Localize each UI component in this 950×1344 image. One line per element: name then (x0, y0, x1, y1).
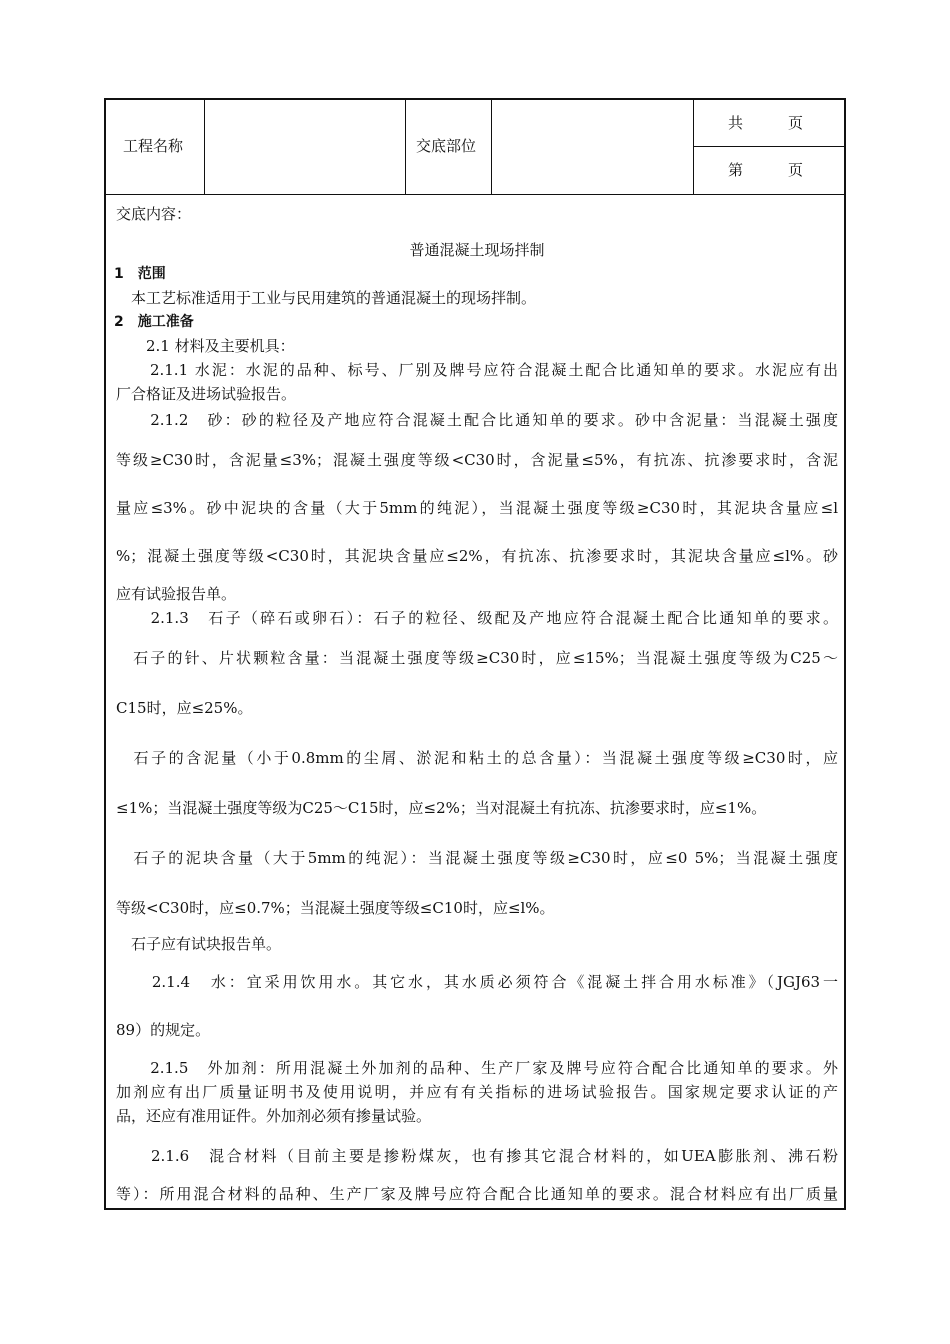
paragraph-line: 石子的针、片状颗粒含量：当混凝土强度等级≥C30时，应≤15%；当混凝土强度等级为C25～ (116, 649, 838, 667)
paragraph-line: 本工艺标准适用于工业与民用建筑的普通混凝土的现场拌制。 (116, 289, 537, 307)
form-header (106, 100, 844, 195)
paragraph-line: 品，还应有准用证件。外加剂必须有掺量试验。 (116, 1107, 432, 1125)
total-pages: 共 页 (728, 114, 804, 132)
paragraph-line: 等级≥C30时，含泥量≤3%；混凝土强度等级<C30时，含泥量≤5%，有抗冻、抗渗要求时，含泥 (116, 451, 838, 469)
paragraph-line: 应有试验报告单。 (116, 585, 237, 603)
divider (693, 100, 694, 194)
paragraph-line: 2.1.3 石子（碎石或卵石）：石子的粒径、级配及产地应符合混凝土配合比通知单的要求。 (116, 609, 838, 627)
paragraph-line: 2.1.5 外加剂：所用混凝土外加剂的品种、生产厂家及牌号应符合配合比通知单的要求。外 (116, 1059, 838, 1077)
paragraph-line: 石子应有试块报告单。 (116, 935, 282, 953)
section-heading: 1 范围 (114, 266, 166, 282)
paragraph-line: 加剂应有出厂质量证明书及使用说明，并应有有关指标的进场试验报告。国家规定要求认证的产 (116, 1083, 838, 1101)
divider (694, 146, 844, 147)
paragraph-line: %；混凝土强度等级<C30时，其泥块含量应≤2%，有抗冻、抗渗要求时，其泥块含量应≤l%。砂 (116, 547, 838, 565)
disclosure-form (104, 98, 846, 1210)
paragraph-line: 厂合格证及进场试验报告。 (116, 385, 297, 403)
paragraph-line: 量应≤3%。砂中泥块的含量（大于5mm的纯泥），当混凝土强度等级≥C30时，其泥块含量应≤l (116, 499, 838, 517)
page-number: 第 页 (728, 161, 804, 179)
paragraph-line: C15时，应≤25%。 (116, 699, 253, 717)
paragraph-line: 2.1.6 混合材料（目前主要是掺粉煤灰，也有掺其它混合材料的，如UEA膨胀剂、沸石粉 (116, 1147, 838, 1165)
paragraph-line: 89）的规定。 (116, 1021, 211, 1039)
divider (491, 100, 492, 194)
location-label: 交底部位 (416, 137, 477, 155)
paragraph-line: 石子的泥块含量（大于5mm的纯泥）：当混凝土强度等级≥C30时，应≤0 5%；当混凝土强度 (116, 849, 838, 867)
paragraph-line: 2.1 材料及主要机具： (116, 337, 295, 355)
doc-title: 普通混凝土现场拌制 (409, 241, 545, 259)
paragraph-line: 等）：所用混合材料的品种、生产厂家及牌号应符合配合比通知单的要求。混合材料应有出厂质量 (116, 1185, 838, 1203)
paragraph-line: 等级<C30时，应≤0.7%；当混凝土强度等级≤C10时，应≤l%。 (116, 899, 555, 917)
divider (405, 100, 406, 194)
paragraph-line: 2.1.2 砂：砂的粒径及产地应符合混凝土配合比通知单的要求。砂中含泥量：当混凝土强度 (116, 411, 838, 429)
content-label: 交底内容： (116, 205, 192, 223)
paragraph-line: 2.1.1 水泥：水泥的品种、标号、厂别及牌号应符合混凝土配合比通知单的要求。水泥应有出 (116, 361, 838, 379)
project-name-label: 工程名称 (123, 137, 184, 155)
paragraph-line: 2.1.4 水：宜采用饮用水。其它水，其水质必须符合《混凝土拌合用水标准》（JGJ63一 (116, 973, 838, 991)
section-heading: 2 施工准备 (114, 314, 194, 330)
paragraph-line: 石子的含泥量（小于0.8mm的尘屑、淤泥和粘土的总含量）：当混凝土强度等级≥C30时，应 (116, 749, 838, 767)
divider (204, 100, 205, 194)
paragraph-line: ≤1%；当混凝土强度等级为C25～C15时，应≤2%；当对混凝土有抗冻、抗渗要求时，应≤1%。 (116, 799, 767, 817)
